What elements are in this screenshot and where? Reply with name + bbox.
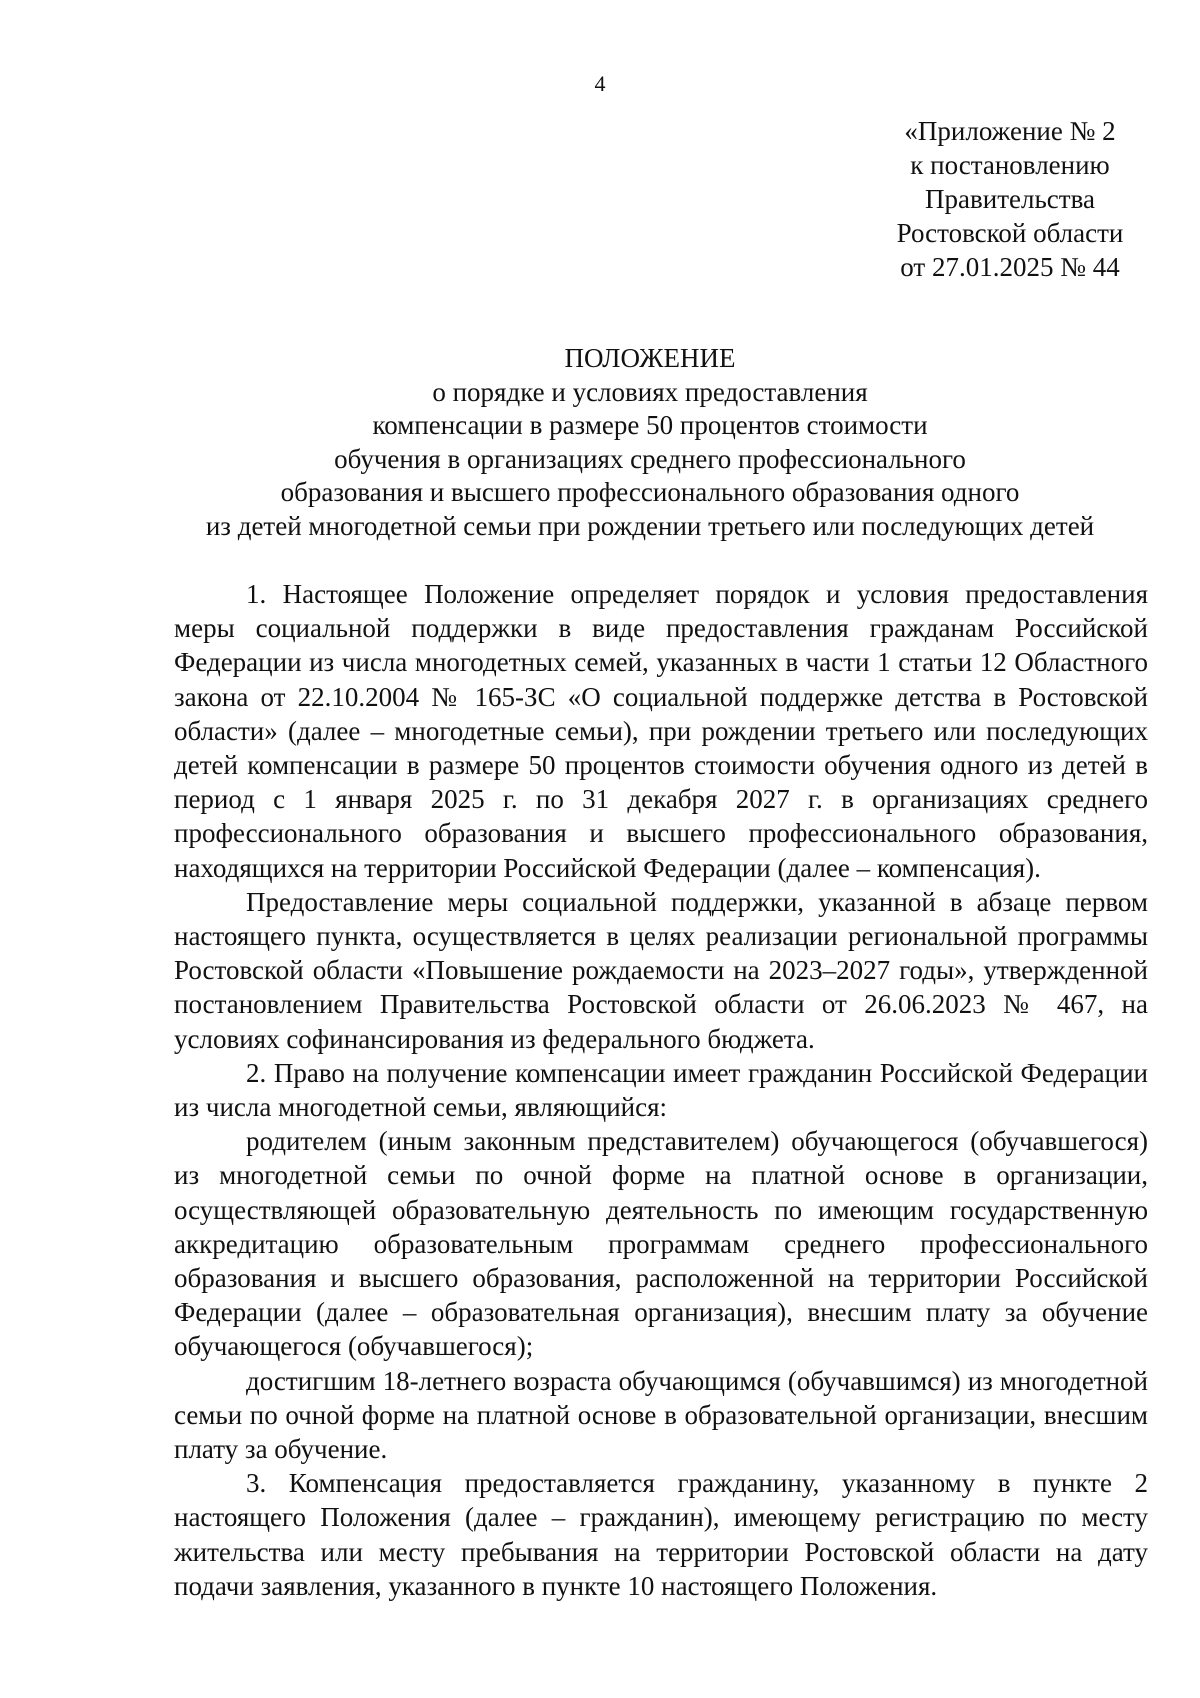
title-subtitle-line: образования и высшего профессионального образования одного (280, 477, 1020, 507)
title-subtitle-line: компенсации в размере 50 процентов стоимости (372, 410, 928, 440)
appendix-line: от 27.01.2025 № 44 (900, 252, 1120, 282)
paragraph-2: 2. Право на получение компенсации имеет гражданин Российской Федерации из числа многодетной семьи, являющийся: (174, 1057, 1148, 1123)
document-title (150, 342, 1150, 543)
paragraph-1: 1. Настоящее Положение определяет порядок и условия предоставления меры социальной поддержки в виде предоставления гражданам Российской Федерации из числа многодетных семей, указанных в части 1 статьи 12 Областного закона от 22.10.2004 № 165-ЗС «О социальной поддержке детства в Ростовской области» (далее – многодетные семьи), при рождении третьего или последующих детей компенсации в размере 50 процентов стоимости обучения одного из детей в период с 1 января 2025 г. по 31 декабря 2027 г. в организациях среднего профессионального образования и высшего профессионального образования, находящихся на территории Российской Федерации (далее – компенсация). (174, 579, 1148, 883)
title-subtitle-line: о порядке и условиях предоставления (432, 376, 868, 407)
page-number: 4 (594, 71, 606, 96)
paragraph-1-abstract-2: Предоставление меры социальной поддержки, указанной в абзаце первом настоящего пункта, осуществляется в целях реализации региональной программы Ростовской области «Повышение рождаемости на 2023–2027 годы», утвержденной постановлением Правительства Ростовской области от 26.06.2023 № 467, на условиях софинансирования из федерального бюджета. (174, 886, 1148, 1054)
paragraph-3: 3. Компенсация предоставляется гражданину, указанному в пункте 2 настоящего Положения (далее – гражданин), имеющему регистрацию по месту жительства или месту пребывания на территории Ростовской области на дату подачи заявления, указанного в пункте 10 настоящего Положения. (174, 1468, 1148, 1601)
appendix-line: Ростовской области (896, 218, 1124, 248)
appendix-line: Правительства (925, 184, 1095, 214)
appendix-line: «Приложение № 2 (904, 116, 1116, 146)
paragraph-2-item-parent: родителем (иным законным представителем) обучающегося (обучавшегося) из многодетной семьи по очной форме на платной основе в организации, осуществляющей образовательную деятельность по имеющим государственную аккредитацию образовательным программам среднего профессионального образования и высшего образования, расположенной на территории Российской Федерации (далее – образовательная организация), внесшим плату за обучение обучающегося (обучавшегося); (174, 1126, 1148, 1362)
paragraph-2-item-student: достигшим 18-летнего возраста обучающимся (обучавшимся) из многодетной семьи по очной форме на платной основе в образовательной организации, внесшим плату за обучение. (174, 1365, 1148, 1465)
appendix-line: к постановлению (910, 150, 1110, 180)
title-subtitle-line: из детей многодетной семьи при рождении третьего или последующих детей (205, 510, 1095, 541)
appendix-reference (880, 114, 1140, 284)
document-body (174, 577, 1148, 1603)
title-subtitle-line: обучения в организациях среднего профессионального (334, 443, 966, 474)
title-heading: ПОЛОЖЕНИЕ (564, 343, 736, 373)
